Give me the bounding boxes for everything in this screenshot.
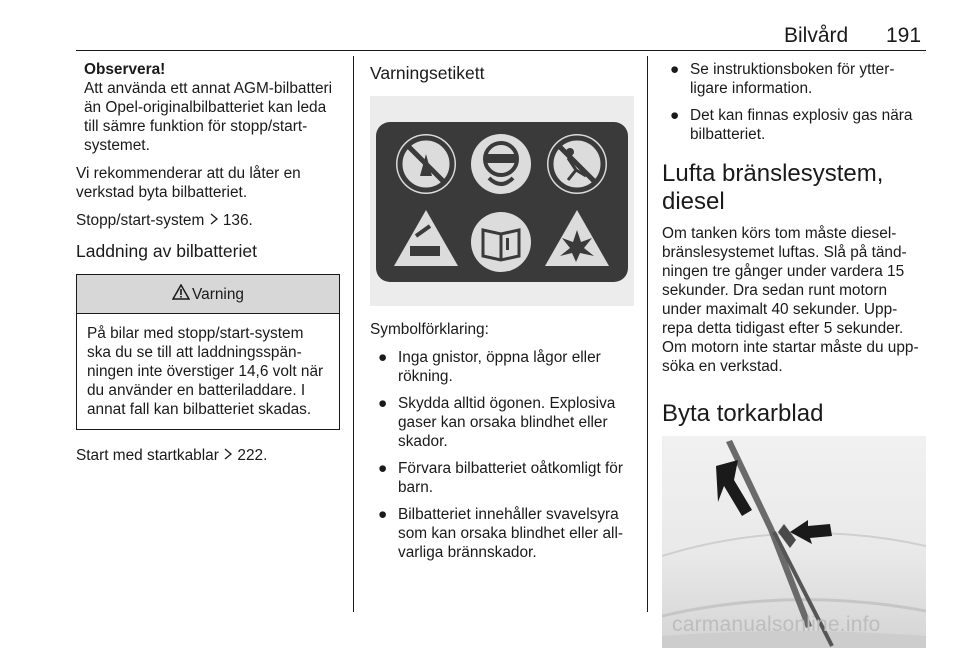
eye-protection-icon — [471, 134, 531, 194]
column-2 — [370, 60, 634, 570]
battery-warning-label-image — [370, 96, 634, 306]
warning-box — [76, 274, 340, 430]
section-heading: Varningsetikett — [370, 63, 485, 83]
list-item: ● Inga gnistor, öppna lågor eller rökning. — [378, 349, 601, 385]
legend-label: Symbolförklaring: — [370, 321, 489, 338]
paragraph: Vi rekommenderar att du låter en verkstad byta bilbatteriet. — [76, 165, 301, 201]
list-item: ● Se instruktionsboken för ytter-ligare information. — [670, 61, 895, 97]
bullet-icon: ● — [670, 61, 680, 78]
note-text: Att använda ett annat AGM-bilbatteri än Opel-originalbilbatteriet kan leda till sämre funktion för stopp/start-systemet. — [84, 80, 333, 154]
ref-page[interactable]: 222. — [237, 447, 268, 464]
section-heading: Byta torkarblad — [662, 400, 824, 427]
list-item: ● Förvara bilbatteriet oåtkomligt för barn. — [378, 460, 623, 496]
page-ref-arrow-icon — [223, 446, 233, 465]
keep-away-children-icon — [547, 134, 607, 194]
list-item: ● Det kan finnas explosiv gas nära bilbatteriet. — [670, 107, 913, 143]
list-item: ● Skydda alltid ögonen. Explosiva gaser kan orsaka blindhet eller skador. — [378, 395, 616, 450]
warning-title: Varning — [192, 285, 244, 303]
paragraph: Om tanken körs tom måste diesel-bränslesystemet luftas. Slå på tänd-ningen tre gånger under vardera 15 sekunder. Dra sedan runt motorn under maximalt 40 sekunder. Upp-repa detta tidigast efter 5 sekunder. Om motorn inte startar måste du upp-söka en verkstad. — [662, 225, 919, 375]
symbol-legend-list — [370, 348, 634, 562]
warning-triangle-icon — [172, 284, 190, 305]
column-separator-2 — [647, 56, 648, 612]
column-1 — [76, 60, 340, 474]
note-block — [84, 60, 340, 155]
column-separator-1 — [353, 56, 354, 612]
paragraph-ref — [76, 211, 340, 230]
note-title: Observera! — [84, 61, 166, 78]
warning-header — [77, 275, 339, 314]
page-ref-arrow-icon — [209, 211, 219, 230]
bullet-icon: ● — [378, 349, 388, 366]
header-section-title: Bilvård — [784, 24, 849, 47]
page-number: 191 — [886, 24, 922, 47]
read-manual-icon — [471, 212, 531, 272]
ref-text: Start med startkablar — [76, 447, 219, 464]
bullet-icon: ● — [378, 460, 388, 477]
ref-text: Stopp/start-system — [76, 212, 205, 229]
bullet-icon: ● — [378, 506, 388, 523]
bullet-icon: ● — [670, 107, 680, 124]
no-flame-icon — [396, 134, 456, 194]
header-rule — [76, 50, 926, 51]
list-item: ● Bilbatteriet innehåller svavelsyra som kan orsaka blindhet eller all-varliga brännskador. — [378, 506, 623, 561]
symbol-legend-list-continued — [662, 60, 926, 144]
warning-text: På bilar med stopp/start-system ska du se till att laddningsspän-ningen inte överstiger 14,6 volt när du använder en batteriladdare. I annat fall kan bilbatteriet skadas. — [87, 325, 324, 418]
column-3 — [662, 60, 926, 648]
section-heading: Laddning av bilbatteriet — [76, 241, 257, 261]
paragraph-ref — [76, 446, 340, 465]
section-heading: Lufta bränslesystem, diesel — [662, 160, 884, 215]
ref-page[interactable]: 136. — [222, 212, 253, 229]
bullet-icon: ● — [378, 395, 388, 412]
watermark: carmanualsonline.info — [672, 613, 881, 636]
